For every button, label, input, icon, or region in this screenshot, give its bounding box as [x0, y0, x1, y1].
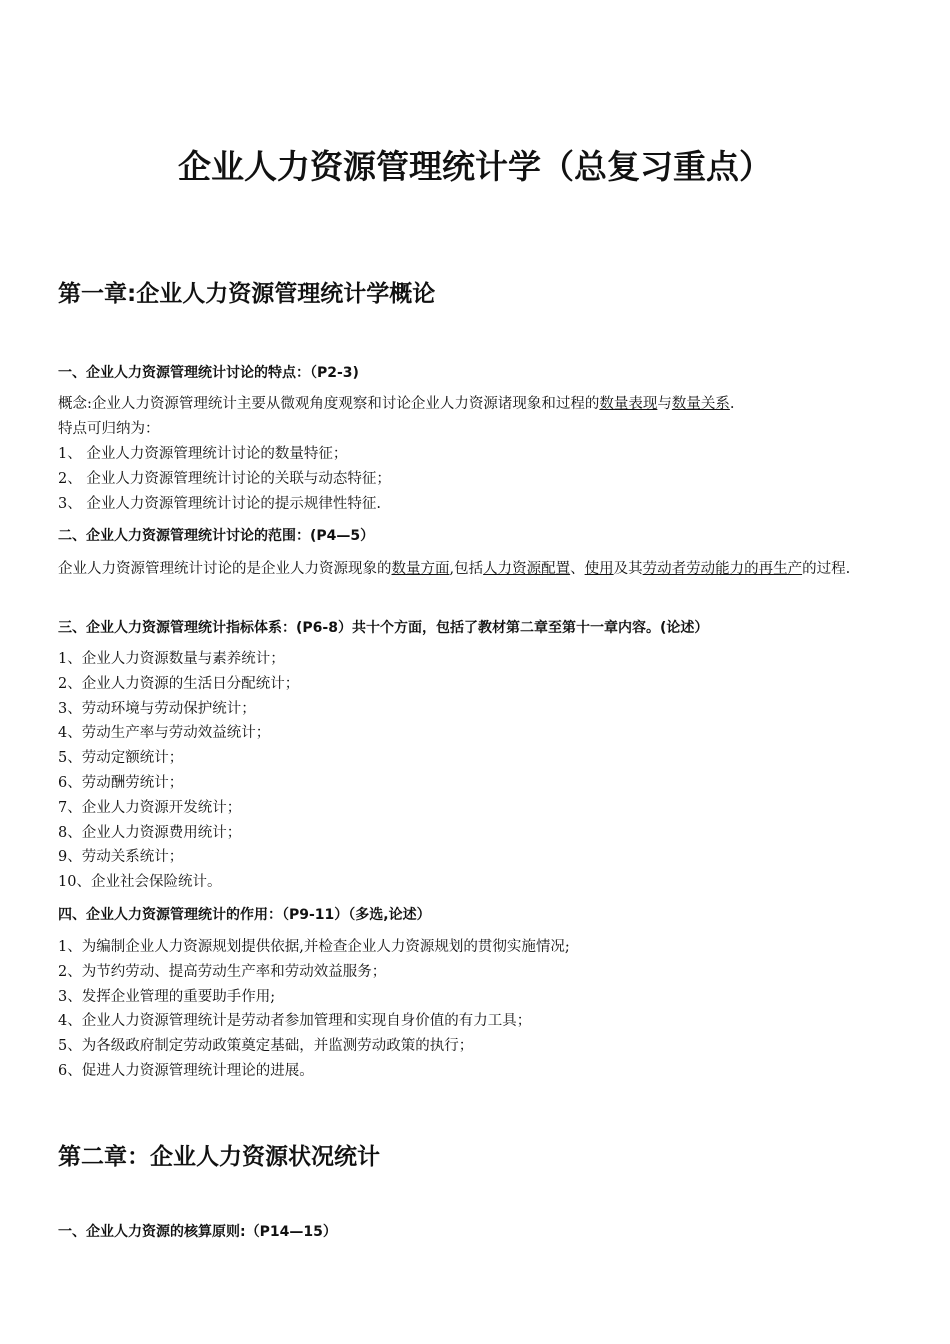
- scope-underlined-term: 数量方面: [391, 561, 450, 577]
- concept-underlined-term-2: 数量关系: [671, 396, 730, 412]
- scope-text: 及其: [613, 561, 643, 577]
- list-item: 3、发挥企业管理的重要助手作用;: [58, 988, 276, 1005]
- section-1-4-heading: 四、企业人力资源管理统计的作用：（P9-11）（多选,论述）: [58, 907, 431, 923]
- list-item: 2、企业人力资源的生活日分配统计；: [58, 675, 300, 692]
- list-item: 5、劳动定额统计；: [58, 750, 184, 767]
- list-item: 4、企业人力资源管理统计是劳动者参加管理和实现自身价值的有力工具；: [58, 1013, 532, 1030]
- scope-paragraph: [58, 557, 896, 582]
- concept-text: 概念:企业人力资源管理统计主要从微观角度观察和讨论企业人力资源诸现象和过程的: [58, 396, 600, 412]
- list-item: 4、劳动生产率与劳动效益统计；: [58, 725, 271, 742]
- features-list: [58, 442, 391, 516]
- list-item: 10、企业社会保险统计。: [58, 874, 222, 891]
- chapter-1-heading: 第一章:企业人力资源管理统计学概论: [58, 281, 436, 307]
- scope-underlined-term: 人力资源配置: [483, 561, 571, 577]
- list-item: 2、为节约劳动、提高劳动生产率和劳动效益服务；: [58, 963, 387, 980]
- list-item: 6、劳动酬劳统计；: [58, 774, 184, 791]
- scope-underlined-term: 劳动者劳动能力的再生产: [642, 561, 803, 577]
- section-2-1-heading: 一、企业人力资源的核算原则:（P14—15）: [58, 1224, 337, 1240]
- concept-underlined-term-1: 数量表现: [599, 396, 658, 412]
- list-item: 8、企业人力资源费用统计；: [58, 824, 242, 841]
- list-item: 1、企业人力资源数量与素养统计；: [58, 651, 285, 667]
- section-1-3-heading: 三、企业人力资源管理统计指标体系：(P6-8）共十个方面，包括了教材第二章至第十一章内容。(论述）: [58, 620, 709, 636]
- list-item: 9、劳动关系统计；: [58, 849, 184, 866]
- concept-end: .: [729, 396, 735, 412]
- scope-text: 、: [570, 561, 585, 577]
- functions-list: [58, 935, 570, 1084]
- scope-underlined-term: 使用: [584, 561, 614, 577]
- chapter-2-heading: 第二章：企业人力资源状况统计: [58, 1144, 380, 1170]
- concept-connector: 与: [657, 396, 672, 412]
- list-item: 2、 企业人力资源管理统计讨论的关联与动态特征；: [58, 470, 391, 487]
- document-title: 企业人力资源管理统计学（总复习重点）: [178, 147, 772, 186]
- list-item: 3、劳动环境与劳动保护统计；: [58, 700, 256, 717]
- concept-paragraph: [58, 392, 735, 417]
- list-item: 3、 企业人力资源管理统计讨论的提示规律性特征.: [58, 495, 381, 512]
- list-item: 1、为编制企业人力资源规划提供依据,并检查企业人力资源规划的贯彻实施情况;: [58, 939, 570, 955]
- list-item: 5、为各级政府制定劳动政策奠定基础，并监测劳动政策的执行；: [58, 1038, 474, 1055]
- features-summary: 特点可归纳为：: [58, 421, 160, 437]
- list-item: 1、 企业人力资源管理统计讨论的数量特征；: [58, 446, 348, 462]
- list-item: 6、促进人力资源管理统计理论的进展。: [58, 1062, 314, 1079]
- scope-text: 企业人力资源管理统计讨论的是企业人力资源现象的: [58, 561, 392, 577]
- scope-text: ,包括: [449, 561, 484, 577]
- scope-text: 的过程.: [802, 561, 851, 577]
- section-1-2-heading: 二、企业人力资源管理统计讨论的范围：(P4—5）: [58, 528, 375, 544]
- indicator-system-list: [58, 647, 299, 895]
- list-item: 7、企业人力资源开发统计；: [58, 799, 242, 816]
- section-1-1-heading: 一、企业人力资源管理统计讨论的特点：（P2-3): [58, 365, 359, 381]
